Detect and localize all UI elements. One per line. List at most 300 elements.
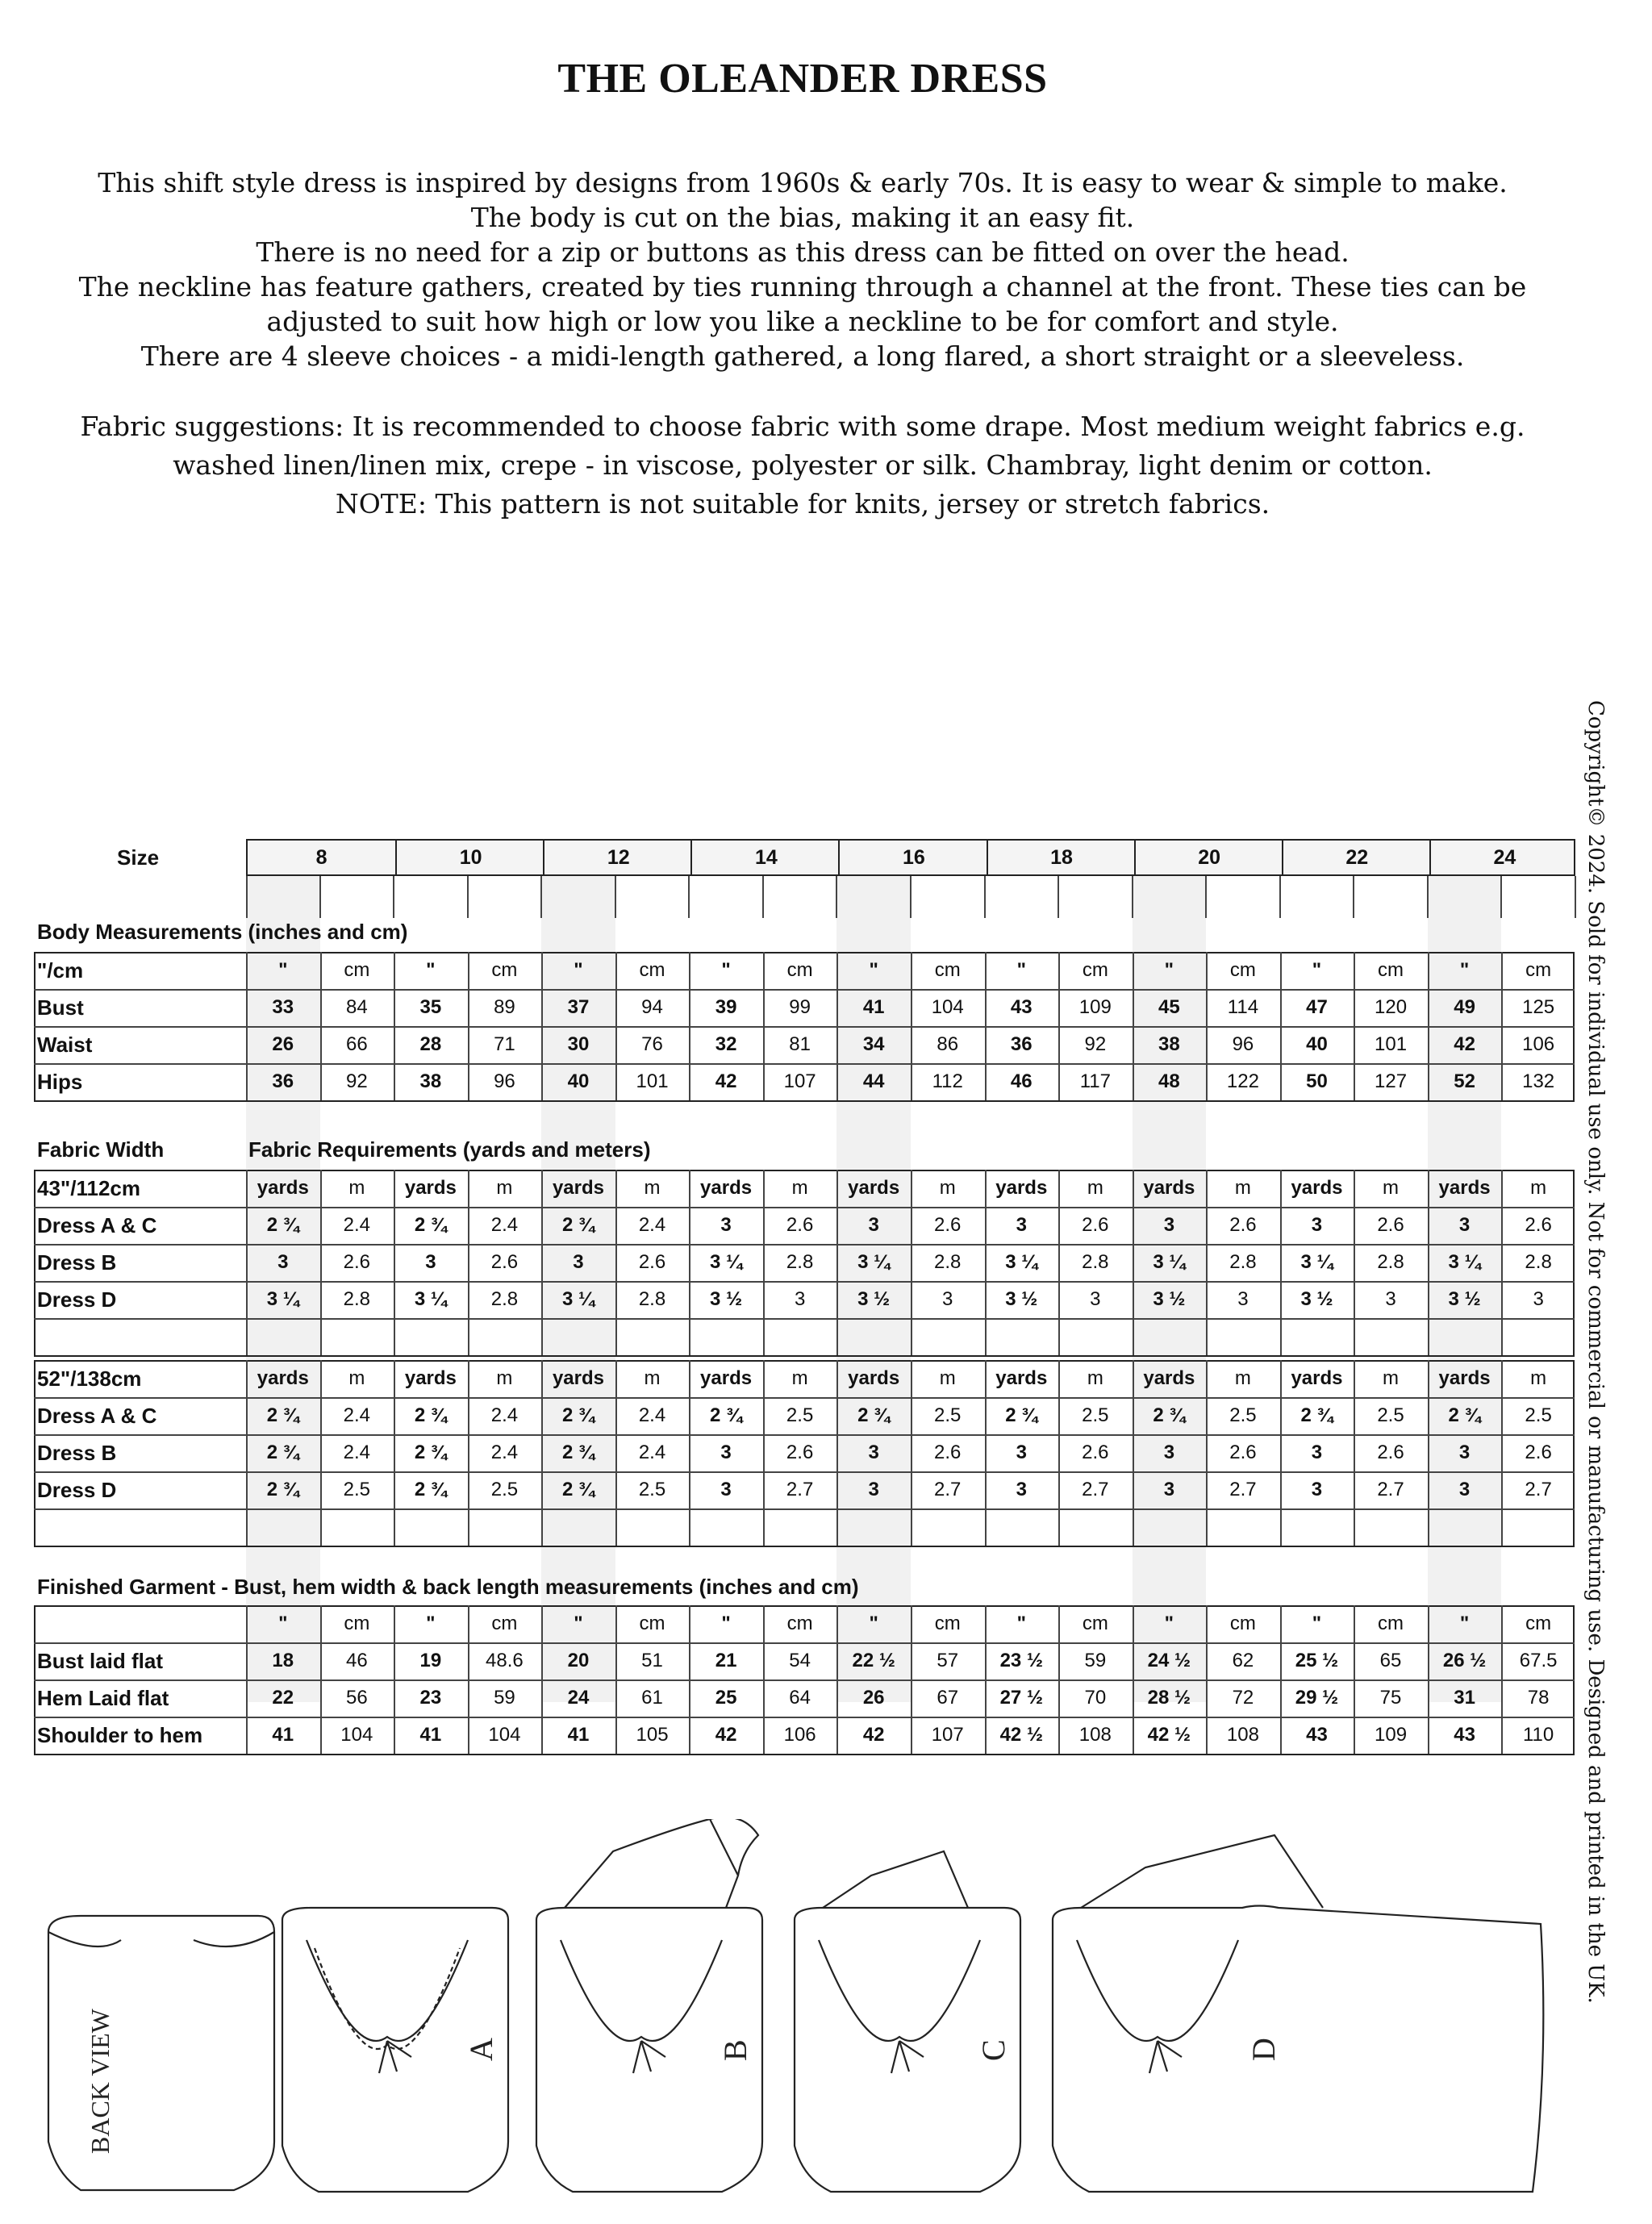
- section-title: Finished Garment - Bust, hem width & back length measurements (inches and cm): [37, 1575, 859, 1599]
- unit-cell: yards: [1291, 1367, 1343, 1389]
- unit-cell: yards: [257, 1367, 309, 1389]
- table-cell: 72: [1232, 1687, 1254, 1709]
- table-cell: 101: [1375, 1033, 1408, 1055]
- unit-cell: yards: [848, 1177, 900, 1199]
- table-row: [34, 1207, 1575, 1244]
- column-divider: [910, 876, 912, 918]
- table-cell: 43: [1010, 996, 1032, 1018]
- table-cell: 3 ½: [1300, 1288, 1333, 1310]
- table-cell: 2 ¾: [1005, 1404, 1038, 1426]
- table-row: [34, 1434, 1575, 1471]
- table-cell: 2.5: [1082, 1404, 1109, 1426]
- table-cell: 2 ¾: [1153, 1404, 1186, 1426]
- unit-cell: cm: [1082, 1613, 1108, 1634]
- label-c: C: [975, 2039, 1012, 2061]
- label-b: B: [717, 2039, 753, 2061]
- intro-line: adjusted to suit how high or low you like a neckline to be for comfort and style.: [266, 306, 1339, 337]
- table-cell: 54: [789, 1650, 811, 1671]
- row-label: Dress B: [37, 1440, 117, 1465]
- table-cell: 2.6: [934, 1214, 962, 1236]
- table-cell: 2 ¾: [414, 1479, 447, 1500]
- table-cell: 117: [1079, 1070, 1111, 1092]
- table-cell: 46: [345, 1650, 368, 1671]
- column-divider: [540, 876, 542, 918]
- table-cell: 92: [1084, 1033, 1107, 1055]
- unit-cell: cm: [1229, 1613, 1256, 1634]
- unit-cell: ": [574, 959, 583, 981]
- table-cell: 46: [1010, 1070, 1032, 1092]
- table-cell: 2.4: [490, 1442, 519, 1463]
- table-cell: 2.4: [638, 1214, 666, 1236]
- table-cell: 3 ¼: [1005, 1251, 1038, 1273]
- unit-cell: yards: [700, 1367, 753, 1389]
- unit-cell: ": [278, 1613, 288, 1634]
- table-cell: 2.5: [934, 1404, 962, 1426]
- table-cell: 18: [272, 1650, 294, 1671]
- intro-line: The neckline has feature gathers, created by ties running through a channel at the front. These ties can be: [78, 271, 1527, 303]
- table-cell: 42: [1454, 1033, 1475, 1055]
- table-cell: 42 ½: [999, 1724, 1043, 1746]
- table-cell: 94: [641, 996, 663, 1018]
- table-row: [34, 1471, 1575, 1508]
- table-cell: 2.5: [1377, 1404, 1404, 1426]
- table-cell: 3 ¼: [857, 1251, 891, 1273]
- dress-b-drawing: [536, 1819, 762, 2206]
- unit-row-label: "/cm: [37, 958, 84, 983]
- table-cell: 48.6: [486, 1650, 524, 1671]
- table-cell: 2.6: [1377, 1214, 1404, 1236]
- row-divider: [34, 1508, 1575, 1510]
- unit-cell: m: [1530, 1177, 1547, 1199]
- table-cell: 2.8: [934, 1251, 962, 1273]
- table-row: [34, 1063, 1575, 1100]
- table-cell: 64: [789, 1687, 811, 1709]
- unit-cell: cm: [1525, 959, 1552, 981]
- unit-cell: m: [1383, 1177, 1400, 1199]
- table-cell: 3: [1016, 1214, 1027, 1236]
- table-cell: 2 ¾: [561, 1442, 594, 1463]
- table-cell: 92: [345, 1070, 368, 1092]
- unit-cell: ": [426, 1613, 436, 1634]
- dress-d-drawing: [1053, 1835, 1543, 2192]
- table-cell: 43: [1454, 1724, 1475, 1746]
- unit-cell: yards: [1438, 1367, 1491, 1389]
- table-cell: 3 ¼: [266, 1288, 299, 1310]
- table-cell: 59: [494, 1687, 515, 1709]
- table-cell: 38: [1158, 1033, 1180, 1055]
- table-cell: 33: [272, 996, 294, 1018]
- table-cell: 2.5: [638, 1479, 666, 1500]
- fabric-line: Fabric suggestions: It is recommended to choose fabric with some drape. Most medium weight fabrics e.g.: [80, 411, 1525, 442]
- table-cell: 106: [783, 1724, 816, 1746]
- table-cell: 96: [1232, 1033, 1254, 1055]
- table-row: [34, 1642, 1575, 1679]
- table-cell: 2.7: [934, 1479, 962, 1500]
- table-cell: 3 ½: [1153, 1288, 1186, 1310]
- table-cell: 2 ¾: [1448, 1404, 1481, 1426]
- table-cell: 3: [573, 1251, 584, 1273]
- unit-cell: ": [574, 1613, 583, 1634]
- table-cell: 22: [272, 1687, 294, 1709]
- fabric-line: washed linen/linen mix, crepe - in viscose, polyester or silk. Chambray, light denim or cotton.: [173, 449, 1433, 481]
- column-divider: [1353, 876, 1354, 918]
- unit-cell: ": [1312, 1613, 1322, 1634]
- unit-cell: ": [1459, 1613, 1470, 1634]
- table-cell: 2.8: [1377, 1251, 1404, 1273]
- unit-cell: cm: [786, 1613, 813, 1634]
- size-header-label: Size: [117, 845, 160, 870]
- back-view-drawing: [48, 1916, 274, 2190]
- table-cell: 3: [1237, 1288, 1249, 1310]
- size-18: 18: [987, 841, 1136, 874]
- unit-row: [34, 952, 1575, 989]
- table-cell: 114: [1227, 996, 1259, 1018]
- table-cell: 2.7: [1525, 1479, 1552, 1500]
- intro-line: There are 4 sleeve choices - a midi-length gathered, a long flared, a short straight or a sleeveless.: [140, 340, 1465, 372]
- table-cell: 3: [794, 1288, 806, 1310]
- table-cell: 3: [1533, 1288, 1544, 1310]
- table-cell: 3: [720, 1214, 732, 1236]
- row-label: Dress D: [37, 1287, 117, 1312]
- table-cell: 108: [1226, 1724, 1259, 1746]
- table-cell: 36: [1010, 1033, 1032, 1055]
- table-cell: 2 ¾: [561, 1214, 594, 1236]
- table-cell: 109: [1375, 1724, 1408, 1746]
- unit-row: [34, 1170, 1575, 1207]
- table-cell: 2.8: [1525, 1251, 1552, 1273]
- table-cell: 3 ¼: [414, 1288, 447, 1310]
- row-label: Waist: [37, 1032, 93, 1057]
- unit-cell: cm: [1378, 959, 1404, 981]
- unit-cell: m: [644, 1177, 661, 1199]
- size-8: 8: [315, 845, 327, 869]
- row-label: Hem Laid flat: [37, 1685, 169, 1710]
- table-cell: 3 ½: [1005, 1288, 1038, 1310]
- size-20: 20: [1134, 841, 1283, 874]
- table-cell: 65: [1379, 1650, 1402, 1671]
- row-label: Dress B: [37, 1250, 117, 1275]
- table-cell: 2.6: [934, 1442, 962, 1463]
- column-divider: [319, 876, 321, 918]
- table-cell: 67.5: [1519, 1650, 1558, 1671]
- table-cell: 57: [937, 1650, 959, 1671]
- table-cell: 42: [715, 1070, 737, 1092]
- table-cell: 2.8: [343, 1288, 370, 1310]
- table-cell: 62: [1232, 1650, 1254, 1671]
- intro-line: The body is cut on the bias, making it an easy fit.: [470, 202, 1135, 233]
- row-label: Dress A & C: [37, 1403, 157, 1428]
- column-divider: [984, 876, 986, 918]
- unit-row-label: 43"/112cm: [37, 1175, 140, 1200]
- unit-cell: yards: [404, 1177, 457, 1199]
- table-cell: 39: [715, 996, 737, 1018]
- table-cell: 3 ¼: [1300, 1251, 1333, 1273]
- unit-cell: yards: [995, 1367, 1048, 1389]
- table-cell: 40: [567, 1070, 590, 1092]
- unit-cell: yards: [404, 1367, 457, 1389]
- table-cell: 49: [1454, 996, 1475, 1018]
- table-cell: 23: [419, 1687, 442, 1709]
- table-row: [34, 1244, 1575, 1281]
- table-cell: 127: [1375, 1070, 1408, 1092]
- table-cell: 70: [1084, 1687, 1107, 1709]
- table-cell: 25: [715, 1687, 737, 1709]
- table-cell: 3: [1163, 1479, 1175, 1500]
- table-cell: 2.7: [1229, 1479, 1257, 1500]
- unit-cell: yards: [1438, 1177, 1491, 1199]
- unit-row: [34, 1360, 1575, 1397]
- table-cell: 2 ¾: [710, 1404, 743, 1426]
- table-cell: 3 ½: [857, 1288, 891, 1310]
- unit-cell: m: [939, 1177, 956, 1199]
- size-10: 10: [395, 841, 544, 874]
- table-cell: 120: [1375, 996, 1408, 1018]
- unit-cell: ": [1312, 959, 1322, 981]
- unit-cell: cm: [639, 959, 665, 981]
- table-cell: 3: [1311, 1479, 1323, 1500]
- label-a: A: [463, 2038, 499, 2061]
- table-cell: 3: [1016, 1442, 1027, 1463]
- table-cell: 19: [419, 1650, 442, 1671]
- table-cell: 71: [494, 1033, 515, 1055]
- unit-cell: cm: [639, 1613, 665, 1634]
- unit-cell: yards: [257, 1177, 309, 1199]
- unit-cell: cm: [786, 959, 813, 981]
- unit-row: [34, 1605, 1575, 1642]
- unit-cell: m: [348, 1177, 365, 1199]
- unit-cell: yards: [1143, 1177, 1195, 1199]
- unit-cell: ": [721, 1613, 731, 1634]
- table-cell: 25 ½: [1295, 1650, 1339, 1671]
- table-cell: 108: [1078, 1724, 1112, 1746]
- table-cell: 41: [419, 1724, 442, 1746]
- table-cell: 3 ¼: [710, 1251, 743, 1273]
- unit-cell: ": [1164, 959, 1174, 981]
- table-cell: 2 ¾: [414, 1404, 447, 1426]
- unit-cell: cm: [1378, 1613, 1404, 1634]
- table-cell: 47: [1306, 996, 1328, 1018]
- unit-cell: m: [644, 1367, 661, 1389]
- table-cell: 26: [272, 1033, 294, 1055]
- unit-cell: m: [1234, 1367, 1251, 1389]
- table-cell: 2 ¾: [414, 1442, 447, 1463]
- table-cell: 3: [1385, 1288, 1396, 1310]
- table-cell: 101: [636, 1070, 669, 1092]
- size-12: 12: [543, 841, 692, 874]
- column-divider: [393, 876, 394, 918]
- table-cell: 2.8: [1229, 1251, 1257, 1273]
- table-cell: 84: [345, 996, 368, 1018]
- table-cell: 41: [272, 1724, 294, 1746]
- table-cell: 2 ¾: [266, 1404, 299, 1426]
- table-cell: 2.7: [786, 1479, 814, 1500]
- row-divider: [34, 1318, 1575, 1320]
- table-cell: 3: [277, 1251, 289, 1273]
- table-cell: 2.4: [490, 1214, 519, 1236]
- column-divider: [1132, 876, 1133, 918]
- table-cell: 2.5: [1229, 1404, 1257, 1426]
- column-divider: [615, 876, 616, 918]
- unit-cell: cm: [1229, 959, 1256, 981]
- table-cell: 2.8: [638, 1288, 666, 1310]
- table-cell: 3 ½: [1448, 1288, 1481, 1310]
- table-cell: 41: [567, 1724, 590, 1746]
- unit-cell: m: [496, 1367, 513, 1389]
- table-cell: 2 ¾: [266, 1479, 299, 1500]
- size-14: 14: [690, 841, 840, 874]
- table-cell: 22 ½: [852, 1650, 895, 1671]
- table-cell: 2.6: [786, 1442, 814, 1463]
- column-divider: [762, 876, 764, 918]
- table-cell: 3: [868, 1442, 879, 1463]
- table-cell: 2.5: [490, 1479, 519, 1500]
- table-cell: 2.4: [490, 1404, 519, 1426]
- copyright-notice: Copyright© 2024. Sold for individual use only. Not for commercial or manufacturing use. Designed and printed in the UK.: [1583, 700, 1608, 2004]
- table-cell: 3: [868, 1479, 879, 1500]
- table-cell: 3: [942, 1288, 953, 1310]
- fabric-suggestions: [0, 407, 1605, 524]
- table-cell: 50: [1306, 1070, 1328, 1092]
- section-title: Body Measurements (inches and cm): [37, 920, 408, 944]
- table-cell: 104: [488, 1724, 521, 1746]
- unit-cell: m: [348, 1367, 365, 1389]
- table-cell: 23 ½: [999, 1650, 1043, 1671]
- table-row: [34, 1026, 1575, 1063]
- table-cell: 52: [1454, 1070, 1475, 1092]
- table-cell: 30: [567, 1033, 590, 1055]
- unit-cell: m: [1530, 1367, 1547, 1389]
- unit-cell: yards: [995, 1177, 1048, 1199]
- unit-cell: yards: [848, 1367, 900, 1389]
- size-22: 22: [1282, 841, 1431, 874]
- table-row: [34, 1717, 1575, 1754]
- unit-cell: m: [1383, 1367, 1400, 1389]
- table-cell: 2.6: [1082, 1442, 1109, 1463]
- unit-cell: m: [1087, 1177, 1103, 1199]
- table-cell: 2.5: [786, 1404, 814, 1426]
- unit-cell: m: [1087, 1367, 1103, 1389]
- table-cell: 2 ¾: [414, 1214, 447, 1236]
- intro-line: This shift style dress is inspired by designs from 1960s & early 70s. It is easy to wear & simple to make.: [98, 167, 1508, 198]
- unit-cell: cm: [1082, 959, 1108, 981]
- unit-cell: m: [496, 1177, 513, 1199]
- unit-cell: cm: [1525, 1613, 1552, 1634]
- unit-cell: yards: [552, 1367, 604, 1389]
- table-cell: 3: [1458, 1214, 1471, 1236]
- table-cell: 32: [715, 1033, 737, 1055]
- column-divider: [688, 876, 690, 918]
- table-cell: 61: [641, 1687, 663, 1709]
- unit-cell: cm: [344, 1613, 370, 1634]
- table-cell: 2 ¾: [561, 1479, 594, 1500]
- table-cell: 24 ½: [1147, 1650, 1191, 1671]
- unit-cell: cm: [491, 1613, 518, 1634]
- table-cell: 105: [636, 1724, 669, 1746]
- table-cell: 36: [272, 1070, 294, 1092]
- table-cell: 3: [1090, 1288, 1101, 1310]
- row-label: Bust laid flat: [37, 1648, 164, 1673]
- dress-illustrations: [32, 1819, 1581, 2210]
- table-cell: 2 ¾: [1300, 1404, 1333, 1426]
- table-cell: 51: [641, 1650, 663, 1671]
- table-cell: 125: [1522, 996, 1555, 1018]
- table-cell: 2.6: [1082, 1214, 1109, 1236]
- column-divider: [1500, 876, 1502, 918]
- column-divider: [1205, 876, 1207, 918]
- table-cell: 2.6: [1229, 1442, 1257, 1463]
- table-cell: 96: [494, 1070, 515, 1092]
- table-cell: 2.6: [786, 1214, 814, 1236]
- table-cell: 2 ¾: [561, 1404, 594, 1426]
- table-cell: 2.6: [1377, 1442, 1404, 1463]
- column-divider: [836, 876, 837, 918]
- unit-cell: yards: [1143, 1367, 1195, 1389]
- row-label: Hips: [37, 1069, 83, 1094]
- table-cell: 38: [419, 1070, 442, 1092]
- table-cell: 31: [1454, 1687, 1475, 1709]
- table-cell: 2.4: [343, 1442, 370, 1463]
- table-cell: 3: [720, 1479, 732, 1500]
- unit-cell: ": [1016, 959, 1026, 981]
- table-cell: 2 ¾: [266, 1442, 299, 1463]
- table-cell: 109: [1078, 996, 1112, 1018]
- table-cell: 2.6: [1525, 1214, 1552, 1236]
- section-title: Fabric Requirements (yards and meters): [248, 1137, 651, 1162]
- unit-cell: m: [791, 1177, 808, 1199]
- table-cell: 2.6: [343, 1251, 370, 1273]
- table-cell: 42 ½: [1147, 1724, 1191, 1746]
- table-cell: 86: [937, 1033, 959, 1055]
- table-cell: 28 ½: [1147, 1687, 1191, 1709]
- table-cell: 99: [789, 996, 811, 1018]
- table-cell: 56: [345, 1687, 368, 1709]
- back-view-label: BACK VIEW: [86, 2009, 115, 2154]
- unit-row-label: 52"/138cm: [37, 1366, 142, 1391]
- table-cell: 2.8: [490, 1288, 519, 1310]
- unit-cell: yards: [1291, 1177, 1343, 1199]
- table-cell: 107: [931, 1724, 964, 1746]
- unit-cell: ": [1164, 1613, 1174, 1634]
- table-cell: 2.8: [786, 1251, 814, 1273]
- table-cell: 2.6: [1229, 1214, 1257, 1236]
- unit-cell: ": [869, 959, 878, 981]
- unit-cell: ": [869, 1613, 878, 1634]
- table-cell: 43: [1306, 1724, 1328, 1746]
- page-title: THE OLEANDER DRESS: [557, 56, 1048, 102]
- table-cell: 104: [931, 996, 964, 1018]
- row-label: Bust: [37, 995, 84, 1020]
- table-cell: 26 ½: [1442, 1650, 1487, 1671]
- table-cell: 3: [1163, 1442, 1175, 1463]
- size-24: 24: [1429, 841, 1579, 874]
- table-row: [34, 1281, 1575, 1318]
- table-cell: 2.6: [490, 1251, 519, 1273]
- table-cell: 2 ¾: [857, 1404, 891, 1426]
- column-divider: [1427, 876, 1429, 918]
- table-cell: 78: [1527, 1687, 1550, 1709]
- table-cell: 2.4: [343, 1404, 370, 1426]
- label-d: D: [1245, 2038, 1282, 2061]
- row-label: Dress D: [37, 1477, 117, 1502]
- table-cell: 45: [1158, 996, 1180, 1018]
- table-cell: 3: [1458, 1442, 1471, 1463]
- unit-cell: cm: [934, 1613, 961, 1634]
- table-cell: 2.4: [638, 1404, 666, 1426]
- table-cell: 42: [862, 1724, 885, 1746]
- table-row: [34, 1397, 1575, 1434]
- size-16: 16: [838, 841, 987, 874]
- table-cell: 3: [1311, 1214, 1323, 1236]
